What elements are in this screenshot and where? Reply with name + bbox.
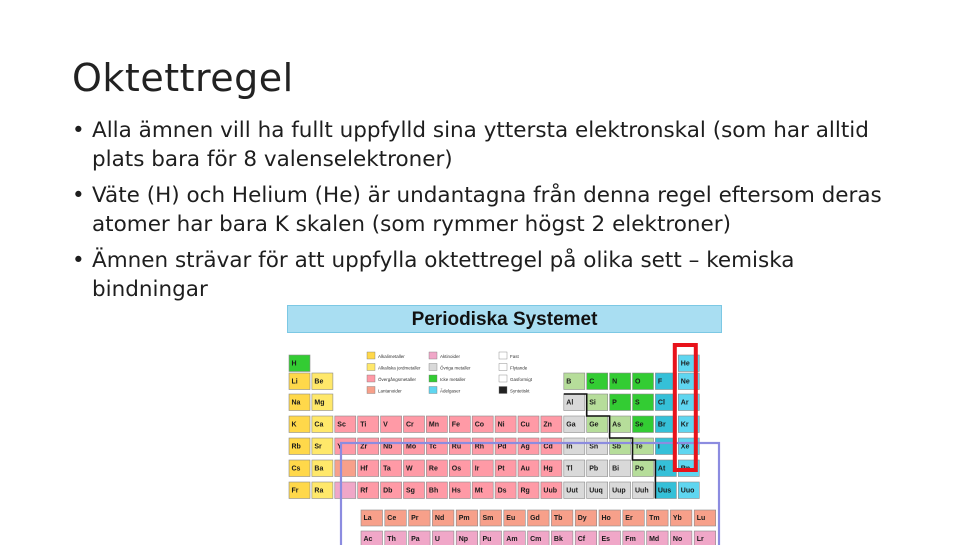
element-symbol: Bi [612, 465, 620, 473]
element-symbol: Mn [428, 421, 440, 429]
legend-swatch [499, 364, 507, 371]
element-symbol: Ar [680, 399, 689, 407]
element-symbol: Uup [612, 487, 626, 495]
element-symbol: Pm [458, 515, 470, 522]
element-symbol: Db [383, 487, 393, 495]
legend-swatch [499, 352, 507, 359]
element-symbol: Sb [612, 443, 622, 451]
legend-label: Gasformigt [510, 377, 533, 382]
element-symbol: Ti [360, 421, 367, 429]
bullet-dot-icon: • [72, 183, 85, 208]
element-symbol: Re [428, 465, 438, 473]
element-symbol: Cs [291, 465, 301, 473]
element-symbol: Ga [566, 421, 576, 429]
element-symbol: Rn [680, 465, 691, 473]
element-symbol: In [566, 443, 573, 451]
element-symbol: Po [635, 465, 644, 473]
element-symbol: Pr [411, 515, 419, 522]
element-symbol: La [363, 515, 372, 522]
element-symbol: I [657, 443, 660, 451]
element-symbol: Uut [566, 487, 578, 495]
element-symbol: Y [337, 443, 342, 451]
element-symbol: P [612, 399, 617, 407]
element-symbol: Ba [314, 465, 324, 473]
element-symbol: Fm [625, 536, 636, 543]
element-symbol: Tb [553, 515, 563, 522]
element-symbol: Pu [482, 536, 492, 543]
element-symbol: Xe [680, 443, 690, 451]
legend-swatch [429, 364, 437, 371]
element-symbol: U [434, 536, 440, 543]
element-symbol: Lu [696, 515, 706, 522]
element-symbol: Nb [383, 443, 393, 451]
element-symbol: Ag [520, 443, 530, 451]
element-symbol: At [657, 465, 666, 473]
element-symbol: K [291, 421, 297, 429]
element-symbol: Fe [451, 421, 460, 429]
element-symbol: Be [314, 378, 324, 386]
element-symbol: Cf [577, 536, 586, 543]
element-symbol: Ne [680, 378, 690, 386]
element-symbol: Kr [680, 421, 689, 429]
element-symbol: Nd [434, 515, 445, 522]
element-symbol: Tc [428, 443, 437, 451]
element-symbol: Sm [482, 515, 494, 522]
legend-swatch [499, 375, 507, 382]
legend-swatch [367, 352, 375, 359]
element-symbol: Na [291, 399, 301, 407]
element-symbol: Cm [530, 536, 542, 543]
element-symbol: Bh [428, 487, 439, 495]
element-symbol: Uuo [680, 487, 695, 495]
element-symbol: Ca [314, 421, 324, 429]
element-symbol: N [612, 378, 618, 386]
element-symbol: Ho [601, 515, 611, 522]
element-symbol: Co [474, 421, 485, 429]
element-symbol: Pt [497, 465, 505, 473]
element-symbol: Hg [543, 465, 553, 473]
legend-swatch [429, 387, 437, 394]
slide-title: Oktettregel [72, 56, 294, 100]
element-symbol: Ge [589, 421, 599, 429]
element-symbol: B [566, 378, 572, 386]
element-symbol: Cu [520, 421, 530, 429]
element-symbol: O [635, 378, 641, 386]
element-symbol: Uub [543, 487, 558, 495]
element-symbol: He [680, 360, 690, 368]
element-symbol: Ds [497, 487, 507, 495]
element-symbol: Pd [497, 443, 507, 451]
element-symbol: Au [520, 465, 530, 473]
element-symbol: Se [635, 421, 644, 429]
element-symbol: Li [291, 378, 298, 386]
bullet-item [72, 181, 892, 239]
element-symbol: Hs [451, 487, 461, 495]
element-symbol: Rh [474, 443, 485, 451]
element-symbol: Ta [383, 465, 391, 473]
element-symbol: Te [635, 443, 643, 451]
bullet-dot-icon: • [72, 248, 85, 273]
legend-label: Aktinoider [440, 354, 461, 359]
periodic-table-banner-title: Periodiska Systemet [411, 309, 598, 330]
element-symbol: No [672, 536, 683, 543]
legend-swatch [367, 387, 375, 394]
element-symbol: V [383, 421, 388, 429]
element-symbol: Lr [696, 536, 704, 543]
element-symbol: H [291, 360, 297, 368]
element-symbol: Am [506, 536, 518, 543]
legend-label: Alkaliska jordmetaller [378, 365, 421, 371]
element-symbol: Sr [314, 443, 322, 451]
legend-label: Övriga metaller [440, 365, 471, 371]
element-symbol: Mo [406, 443, 417, 451]
element-symbol: Pa [411, 536, 420, 543]
element-symbol: Rf [360, 487, 368, 495]
element-symbol: Sn [589, 443, 599, 451]
element-symbol: Os [451, 465, 462, 473]
legend-label: Fast [510, 354, 519, 359]
legend-swatch [367, 364, 375, 371]
element-symbol: Th [387, 536, 396, 543]
element-symbol: Yb [672, 515, 682, 522]
bullet-text: Ämnen strävar för att uppfylla oktettregel på olika sett – kemiska bindningar [92, 248, 795, 302]
legend-label: Alkalimetaller [378, 354, 405, 359]
element-symbol: Hf [360, 465, 368, 473]
element-symbol: Sc [337, 421, 346, 429]
element-symbol: Rb [291, 443, 301, 451]
bullet-item [72, 116, 892, 174]
element-symbol: Gd [530, 515, 540, 522]
bullet-dot-icon: • [72, 118, 85, 143]
element-symbol: Ni [497, 421, 505, 429]
element-symbol: Cl [657, 399, 665, 407]
legend-swatch [499, 387, 507, 394]
element-symbol: Mg [314, 399, 325, 407]
element-symbol: Pb [589, 465, 599, 473]
bullet-item [72, 246, 892, 304]
placeholder-cell [335, 482, 356, 499]
legend-label: Lantanoider [378, 388, 402, 394]
element-symbol: Tl [566, 465, 573, 473]
bullet-text: Alla ämnen vill ha fullt uppfylld sina yttersta elektronskal (som har alltid plats bara för 8 valenselektroner) [92, 118, 869, 172]
legend-label: Flytande [510, 365, 528, 371]
periodic-table-graphic [287, 305, 722, 545]
element-symbol: Rg [520, 487, 530, 495]
periodic-table-image [287, 305, 722, 545]
legend-swatch [429, 352, 437, 359]
element-symbol: Uuh [635, 487, 649, 495]
element-symbol: Si [589, 399, 596, 407]
element-symbol: Ir [474, 465, 480, 473]
legend-swatch [367, 375, 375, 382]
element-symbol: Ac [363, 536, 373, 543]
element-symbol: Cd [543, 443, 553, 451]
element-symbol: Al [566, 399, 574, 407]
element-symbol: Sg [406, 487, 415, 495]
legend-label: Icke metaller [440, 377, 466, 382]
element-symbol: Cr [406, 421, 414, 429]
element-symbol: Er [625, 515, 633, 522]
element-symbol: Uus [657, 487, 672, 495]
element-symbol: F [657, 378, 663, 386]
element-symbol: W [406, 465, 413, 473]
bullet-text: Väte (H) och Helium (He) är undantagna från denna regel eftersom deras atomer har bara K skalen (som rymmer högst 2 elektroner) [92, 183, 882, 237]
bullet-list [72, 116, 892, 311]
placeholder-cell [335, 460, 356, 477]
element-symbol: Zn [543, 421, 552, 429]
element-symbol: Uuq [589, 487, 603, 495]
element-symbol: Eu [506, 515, 516, 522]
element-symbol: Es [601, 536, 611, 543]
element-symbol: Ra [314, 487, 324, 495]
element-symbol: C [589, 378, 595, 386]
element-symbol: Br [657, 421, 666, 429]
element-symbol: Ce [387, 515, 397, 522]
element-symbol: Bk [553, 536, 563, 543]
legend-label: Syntetiskt [510, 388, 530, 394]
element-symbol: Zr [360, 443, 368, 451]
element-symbol: Md [649, 536, 660, 543]
element-symbol: Dy [577, 515, 587, 522]
element-symbol: Ru [451, 443, 462, 451]
element-symbol: S [635, 399, 640, 407]
element-symbol: Np [458, 536, 469, 543]
element-symbol: Tm [649, 515, 660, 522]
element-symbol: Mt [474, 487, 483, 495]
legend-label: Övergångsmetaller [378, 377, 417, 382]
element-symbol: Fr [291, 487, 299, 495]
legend-swatch [429, 375, 437, 382]
legend-label: Ädelgaser [440, 388, 461, 394]
element-symbol: As [612, 421, 622, 429]
